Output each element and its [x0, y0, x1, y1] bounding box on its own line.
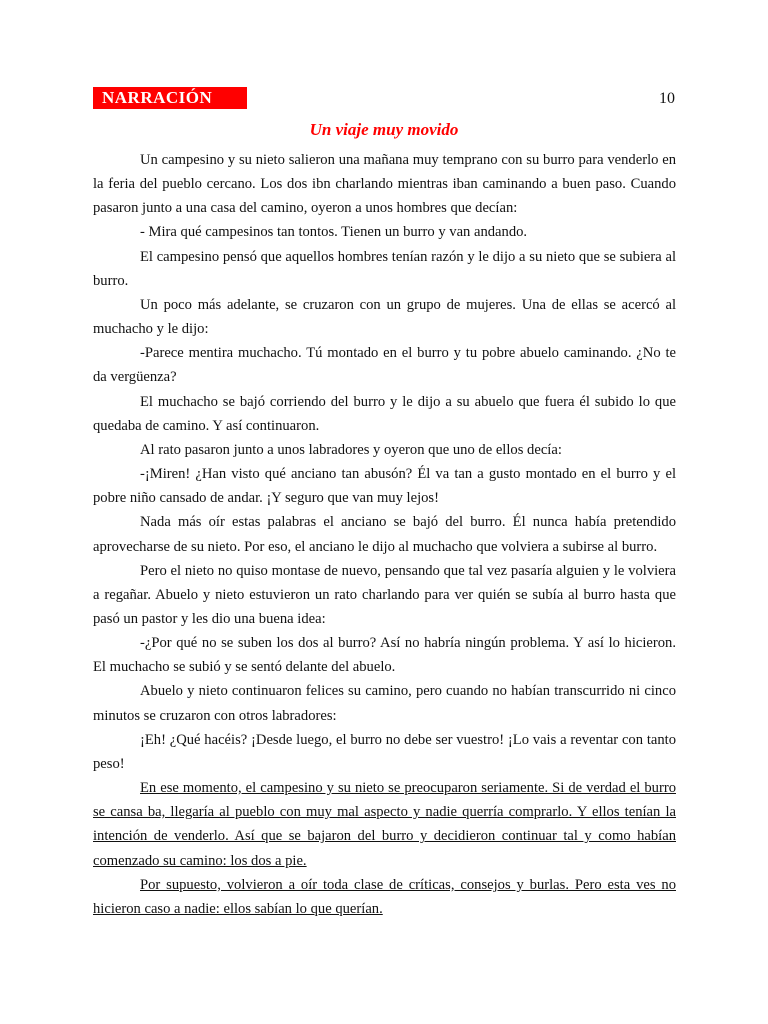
- underlined-paragraph: Por supuesto, volvieron a oír toda clase de críticas, consejos y burlas. Pero esta ves no hicieron caso a nadie: ellos sabían lo que querían.: [93, 876, 676, 917]
- section-label-badge: NARRACIÓN: [93, 87, 247, 109]
- story-body: [93, 148, 676, 921]
- page-number: 10: [659, 90, 675, 107]
- paragraph: Al rato pasaron junto a unos labradores y oyeron que uno de ellos decía:: [140, 441, 562, 458]
- paragraph: -¿Por qué no se suben los dos al burro? Así no habría ningún problema. Y así lo hicieron. El muchacho se subió y se sentó delante del abuelo.: [93, 635, 676, 676]
- paragraph: Nada más oír estas palabras el anciano se bajó del burro. Él nunca había pretendido aprovecharse de su nieto. Por eso, el anciano le dijo al muchacho que volviera a subirse al burro.: [93, 514, 676, 555]
- paragraph: Abuelo y nieto continuaron felices su camino, pero cuando no habían transcurrido ni cinco minutos se cruzaron con otros labradores:: [93, 683, 676, 724]
- paragraph: ¡Eh! ¿Qué hacéis? ¡Desde luego, el burro no debe ser vuestro! ¡Lo vais a reventar con tanto peso!: [93, 731, 676, 772]
- paragraph: El campesino pensó que aquellos hombres tenían razón y le dijo a su nieto que se subiera al burro.: [93, 248, 676, 289]
- story-title: Un viaje muy movido: [309, 120, 459, 139]
- paragraph: Un campesino y su nieto salieron una mañana muy temprano con su burro para venderlo en la feria del pueblo cercano. Los dos ibn charlando mientras iban caminando a buen paso. Cuando pasaron junto a una casa del camino, oyeron a unos hombres que decían:: [93, 152, 676, 217]
- paragraph: El muchacho se bajó corriendo del burro y le dijo a su abuelo que fuera él subido lo que quedaba de camino. Y así continuaron.: [93, 393, 676, 434]
- paragraph: -Parece mentira muchacho. Tú montado en el burro y tu pobre abuelo caminando. ¿No te da vergüenza?: [93, 345, 676, 386]
- paragraph: -¡Miren! ¿Han visto qué anciano tan abusón? Él va tan a gusto montado en el burro y el pobre niño cansado de andar. ¡Y seguro que van muy lejos!: [93, 466, 676, 507]
- paragraph: Pero el nieto no quiso montase de nuevo, pensando que tal vez pasaría alguien y le volviera a regañar. Abuelo y nieto estuvieron un rato charlando para ver quién se subía al burro hasta que pasó un pastor y les dio una buena idea:: [93, 562, 676, 627]
- paragraph: Un poco más adelante, se cruzaron con un grupo de mujeres. Una de ellas se acercó al muchacho y le dijo:: [93, 296, 676, 338]
- paragraph: - Mira qué campesinos tan tontos. Tienen un burro y van andando.: [140, 224, 528, 241]
- underlined-paragraph: En ese momento, el campesino y su nieto se preocuparon seriamente. Si de verdad el burro se cansa ba, llegaría al pueblo con muy mal aspecto y nadie querría comprarlo. Y ellos tenían la intención de venderlo. Así que se bajaron del burro y decidieron continuar tal y como habían comenzado su camino: los dos a pie.: [93, 780, 676, 869]
